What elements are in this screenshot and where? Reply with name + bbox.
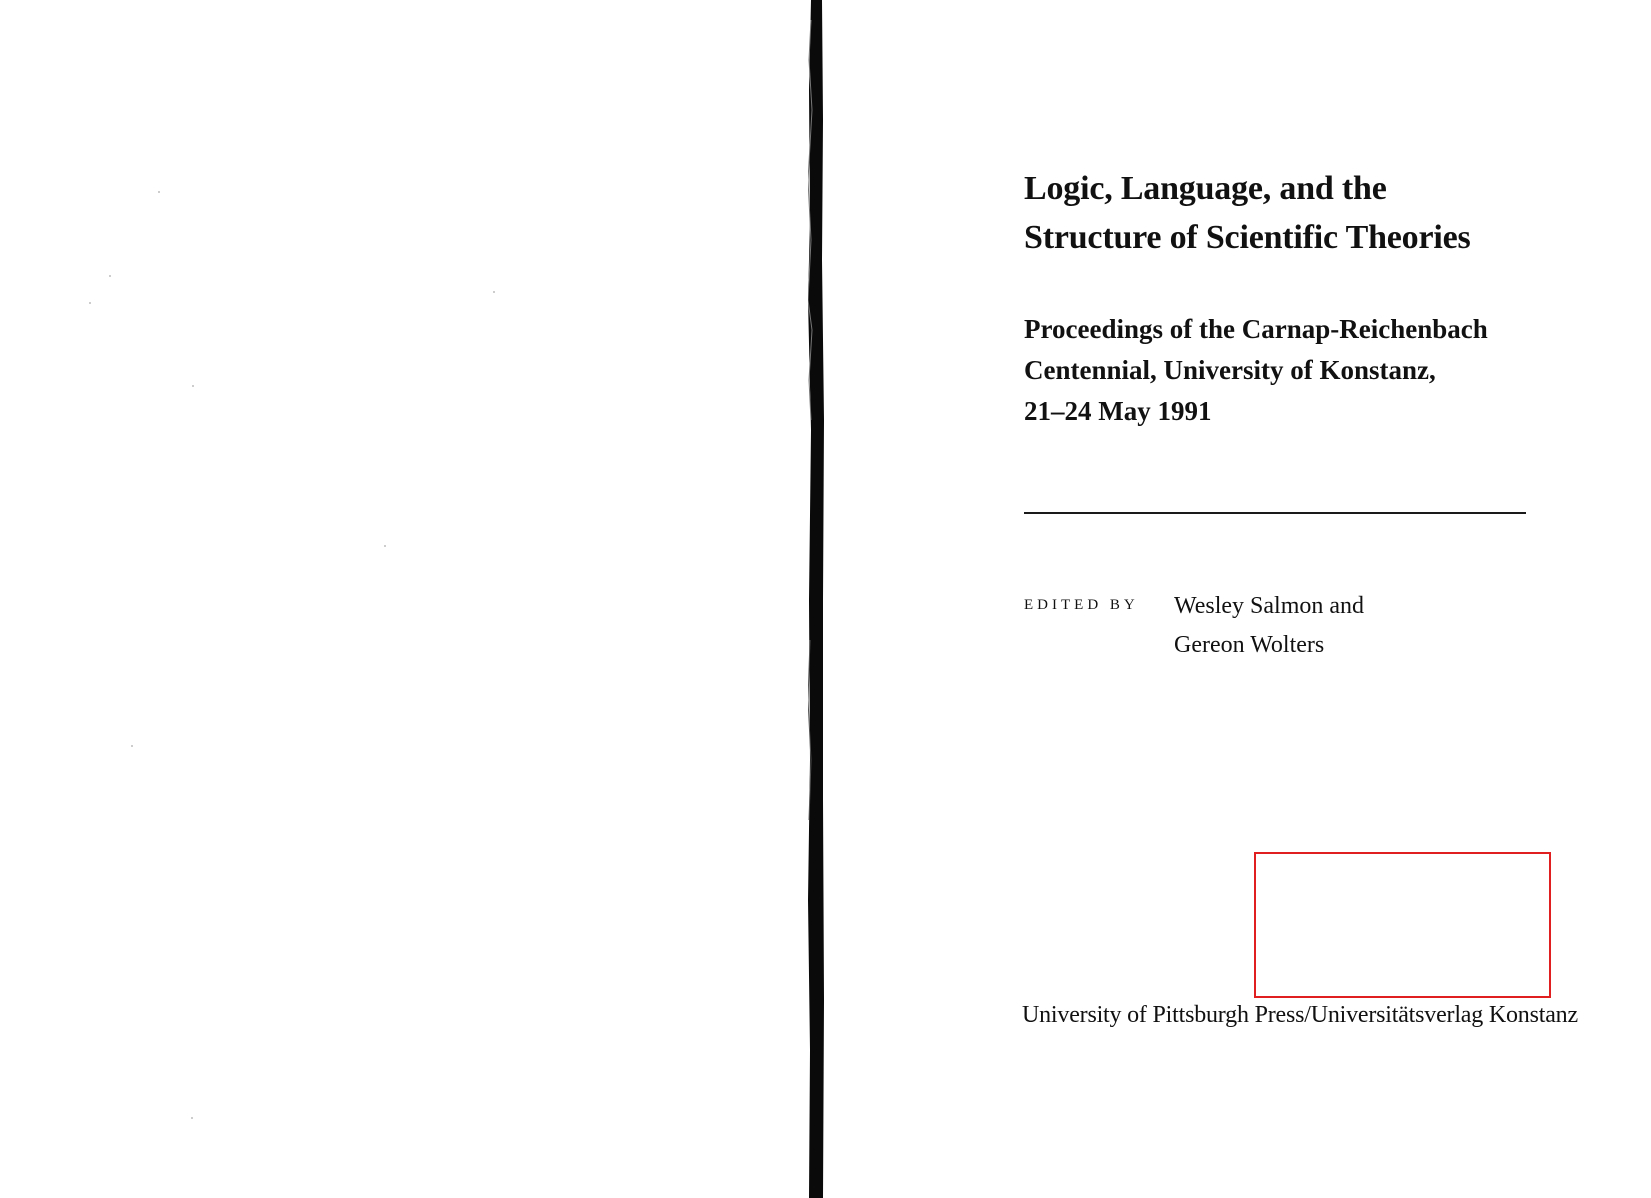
title-page [826, 0, 1651, 1198]
dust-speck [192, 385, 194, 387]
left-blank-page [0, 0, 808, 1198]
book-title-line-1: Logic, Language, and the [1024, 170, 1387, 207]
editor-name-2: Gereon Wolters [1174, 632, 1325, 658]
dust-speck [191, 1117, 193, 1119]
dust-speck [384, 545, 386, 547]
dust-speck [158, 191, 160, 193]
dust-speck [109, 275, 111, 277]
edited-by-label: EDITED BY [1024, 597, 1139, 613]
book-subtitle-line-2: Centennial, University of Konstanz, [1024, 355, 1436, 385]
book-subtitle-line-1: Proceedings of the Carnap-Reichenbach [1024, 314, 1488, 344]
publisher-line: University of Pittsburgh Press/Universitätsverlag Konstanz [1022, 1002, 1578, 1028]
dust-speck [89, 302, 91, 304]
book-subtitle-line-3: 21–24 May 1991 [1024, 396, 1212, 426]
book-title-line-2: Structure of Scientific Theories [1024, 219, 1471, 256]
book-title [1024, 164, 1624, 262]
red-highlight-box [1254, 852, 1551, 998]
editors-list [1174, 587, 1364, 665]
dust-speck [493, 291, 495, 293]
editor-name-1: Wesley Salmon and [1174, 593, 1365, 619]
horizontal-rule [1024, 512, 1526, 514]
book-subtitle [1024, 309, 1624, 432]
dust-speck [131, 745, 133, 747]
book-spine-gutter [808, 0, 826, 1198]
